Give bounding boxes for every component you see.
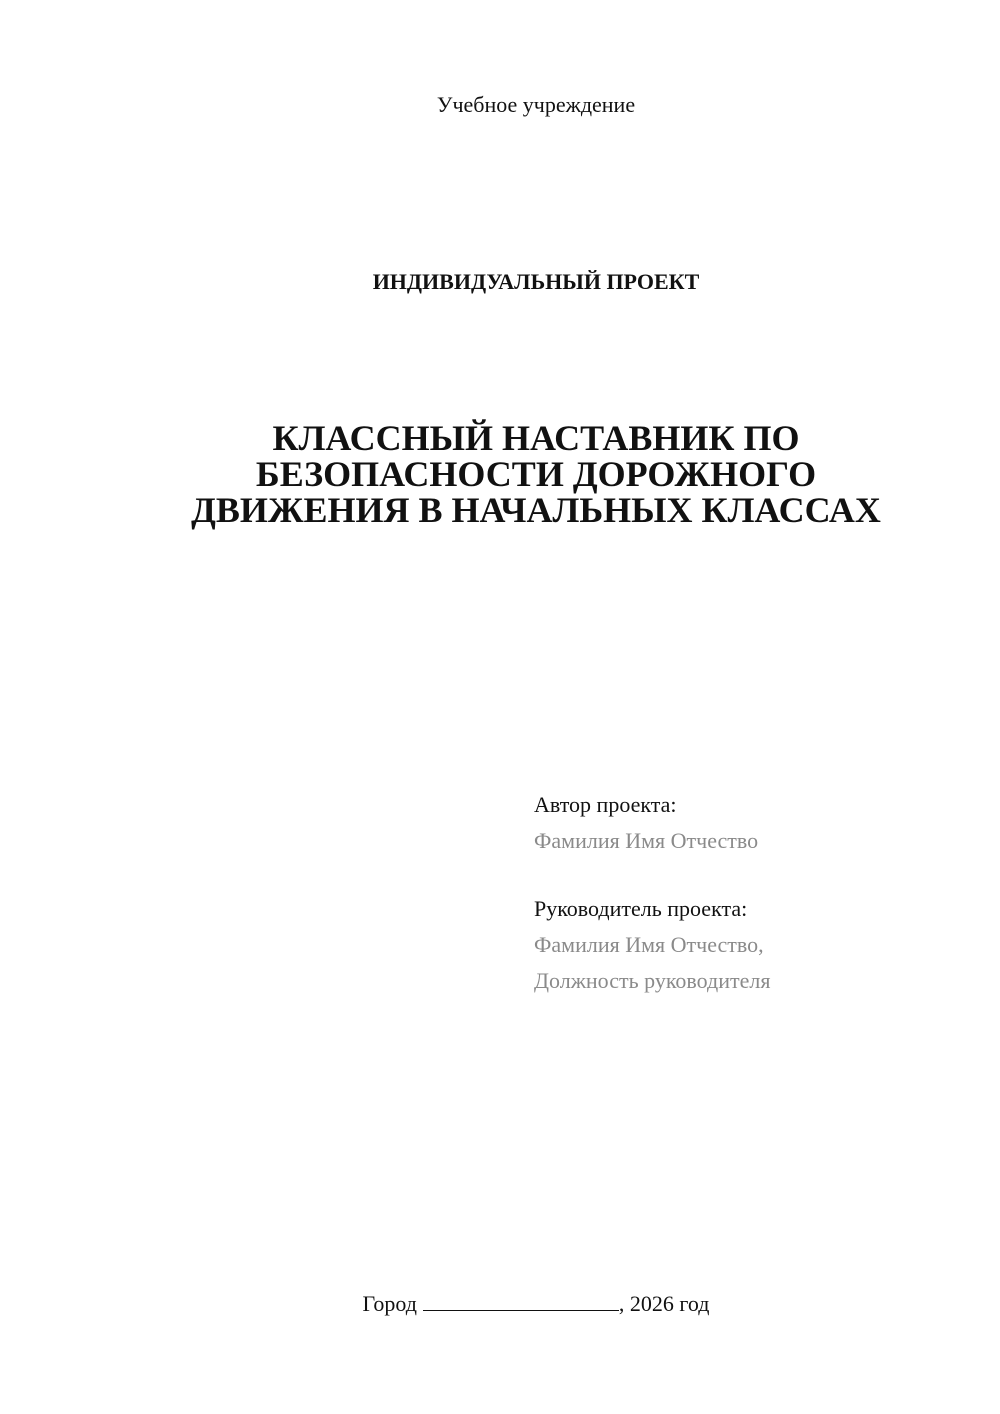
project-type-heading: ИНДИВИДУАЛЬНЫЙ ПРОЕКТ bbox=[372, 269, 700, 294]
author-label: Автор проекта: bbox=[534, 792, 677, 817]
project-title bbox=[0, 420, 1000, 528]
title-line-2: БЕЗОПАСНОСТИ ДОРОЖНОГО bbox=[255, 454, 817, 494]
year-text: , 2026 год bbox=[618, 1291, 710, 1316]
supervisor-label: Руководитель проекта: bbox=[534, 896, 748, 921]
city-label: Город bbox=[362, 1291, 417, 1316]
institution-name: Учебное учреждение bbox=[436, 92, 636, 117]
supervisor-position: Должность руководителя bbox=[534, 968, 771, 993]
title-line-1: КЛАССНЫЙ НАСТАВНИК ПО bbox=[272, 418, 800, 458]
supervisor-name: Фамилия Имя Отчество, bbox=[534, 932, 764, 957]
author-name: Фамилия Имя Отчество bbox=[534, 828, 759, 853]
city-blank-line bbox=[423, 1290, 619, 1311]
author-block bbox=[534, 787, 758, 859]
footer-city-year bbox=[0, 1290, 1000, 1318]
title-line-3: ДВИЖЕНИЯ В НАЧАЛЬНЫХ КЛАССАХ bbox=[191, 490, 881, 530]
supervisor-block bbox=[534, 891, 770, 999]
